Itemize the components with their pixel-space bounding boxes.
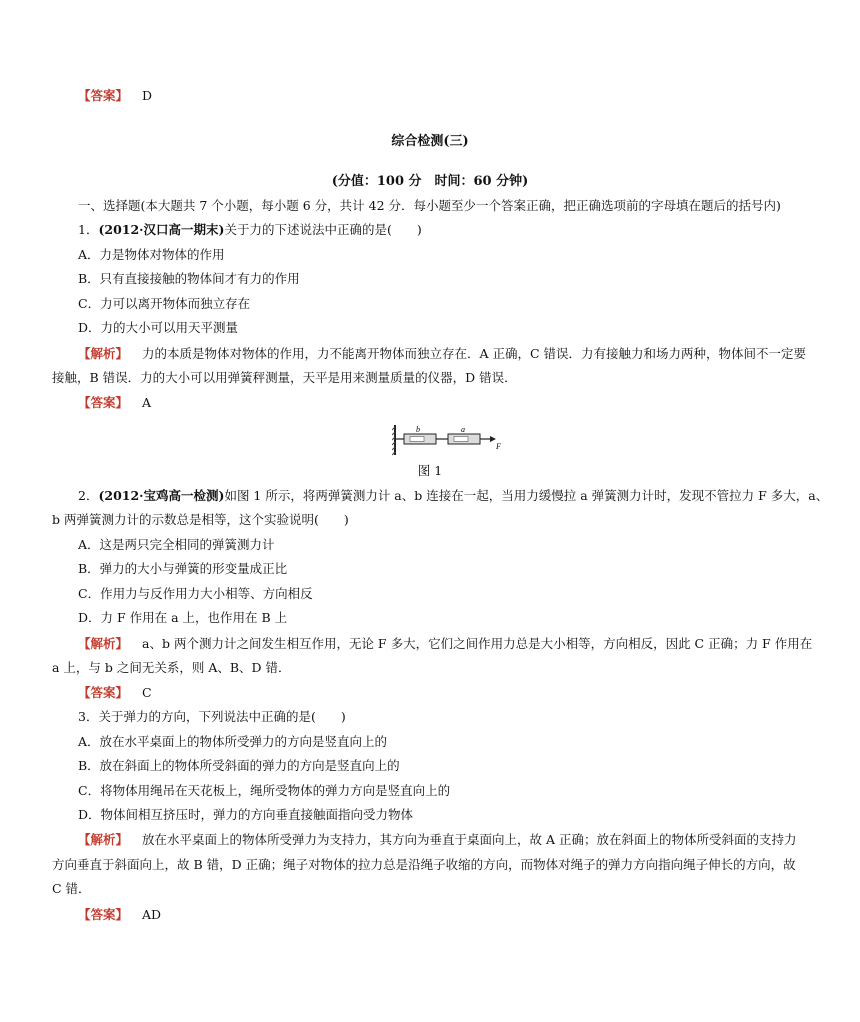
question-number: 1． xyxy=(78,222,99,237)
analysis-text: 力的本质是物体对物体的作用，力不能离开物体而独立存在．A 正确，C 错误．力有接触力和场力两种，物体间不一定要 xyxy=(142,346,807,361)
q2-analysis-line-2: a 上，与 b 之间无关系，则 A、B、D 错． xyxy=(52,660,291,675)
analysis-text: a、b 两个测力计之间发生相互作用，无论 F 多大，它们之间作用力总是大小相等，方向相反，因此 C 正确；力 F 作用在 xyxy=(142,636,813,651)
q1-option-c: C．力可以离开物体而独立存在 xyxy=(78,296,251,311)
question-source: (2012·汉口高一期末) xyxy=(98,222,225,237)
answer-value: C xyxy=(142,685,152,700)
answer-line-previous xyxy=(78,87,838,105)
q3-option-b: B．放在斜面上的物体所受斜面的弹力的方向是竖直向上的 xyxy=(78,758,400,773)
q1-analysis-line-1 xyxy=(78,345,838,363)
score-time-line: (分值：100 分 时间：60 分钟) xyxy=(331,174,529,189)
analysis-tag: 【解析】 xyxy=(78,832,129,847)
question-text: 如图 1 所示，将两弹簧测力计 a、b 连接在一起，当用力缓慢拉 a 弹簧测力计时，发现不管拉力 F 多大，a、 xyxy=(224,488,829,503)
analysis-tag: 【解析】 xyxy=(78,636,129,651)
question-3-stem xyxy=(78,708,838,726)
label-a: a xyxy=(461,425,465,434)
section-heading: 一、选择题(本大题共 7 个小题，每小题 6 分，共计 42 分．每小题至少一个答案正确，把正确选项前的字母填在题后的括号内) xyxy=(78,198,781,213)
answer-value: D xyxy=(142,88,153,103)
q3-option-a: A．放在水平桌面上的物体所受弹力的方向是竖直向上的 xyxy=(78,734,388,749)
answer-tag: 【答案】 xyxy=(78,395,129,410)
q2-analysis-line-1 xyxy=(78,635,838,653)
q1-answer-line xyxy=(78,394,838,412)
question-source: (2012·宝鸡高一检测) xyxy=(98,488,225,503)
spring-scales-diagram xyxy=(392,424,502,456)
question-2-stem-line-2: b 两弹簧测力计的示数总是相等，这个实验说明( ) xyxy=(52,512,349,527)
page-title: 综合检测(三) xyxy=(391,134,469,149)
question-2-stem-line-1 xyxy=(78,487,838,505)
question-number: 3． xyxy=(78,709,99,724)
question-text: 关于弹力的方向，下列说法中正确的是( ) xyxy=(98,709,346,724)
q3-answer-line xyxy=(78,906,838,924)
q1-option-b: B．只有直接接触的物体间才有力的作用 xyxy=(78,271,300,286)
figure-1-spring-scales xyxy=(392,424,502,459)
q3-option-c: C．将物体用绳吊在天花板上，绳所受物体的弹力方向是竖直向上的 xyxy=(78,783,451,798)
q3-option-d: D．物体间相互挤压时，弹力的方向垂直接触面指向受力物体 xyxy=(78,807,414,822)
q2-option-c: C．作用力与反作用力大小相等、方向相反 xyxy=(78,586,313,601)
q3-analysis-line-2: 方向垂直于斜面向上，故 B 错，D 正确；绳子对物体的拉力总是沿绳子收缩的方向，而物体对绳子的弹力方向指向绳子伸长的方向，故 xyxy=(52,857,796,872)
q2-option-b: B．弹力的大小与弹簧的形变量成正比 xyxy=(78,561,288,576)
answer-tag: 【答案】 xyxy=(78,88,129,103)
q2-option-d: D．力 F 作用在 a 上，也作用在 B 上 xyxy=(78,610,288,625)
question-text: 关于力的下述说法中正确的是( ) xyxy=(224,222,422,237)
q1-option-d: D．力的大小可以用天平测量 xyxy=(78,320,239,335)
answer-value: A xyxy=(142,395,152,410)
q2-answer-line xyxy=(78,684,838,702)
q3-analysis-line-3: C 错． xyxy=(52,881,91,896)
q3-analysis-line-1 xyxy=(78,831,838,849)
question-1-stem xyxy=(78,221,838,239)
answer-value: AD xyxy=(142,907,162,922)
answer-tag: 【答案】 xyxy=(78,907,129,922)
analysis-text: 放在水平桌面上的物体所受弹力为支持力，其方向为垂直于桌面向上，故 A 正确；放在斜面上的物体所受斜面的支持力 xyxy=(142,832,797,847)
question-number: 2． xyxy=(78,488,99,503)
q1-analysis-line-2: 接触，B 错误．力的大小可以用弹簧秤测量，天平是用来测量质量的仪器，D 错误． xyxy=(52,370,517,385)
scale-b-window xyxy=(410,437,424,442)
answer-tag: 【答案】 xyxy=(78,685,129,700)
figure-caption: 图 1 xyxy=(417,463,443,478)
analysis-tag: 【解析】 xyxy=(78,346,129,361)
scale-a-window xyxy=(454,437,468,442)
q2-option-a: A．这是两只完全相同的弹簧测力计 xyxy=(78,537,275,552)
label-b: b xyxy=(416,425,420,434)
label-F: F xyxy=(496,442,501,451)
q1-option-a: A．力是物体对物体的作用 xyxy=(78,247,225,262)
